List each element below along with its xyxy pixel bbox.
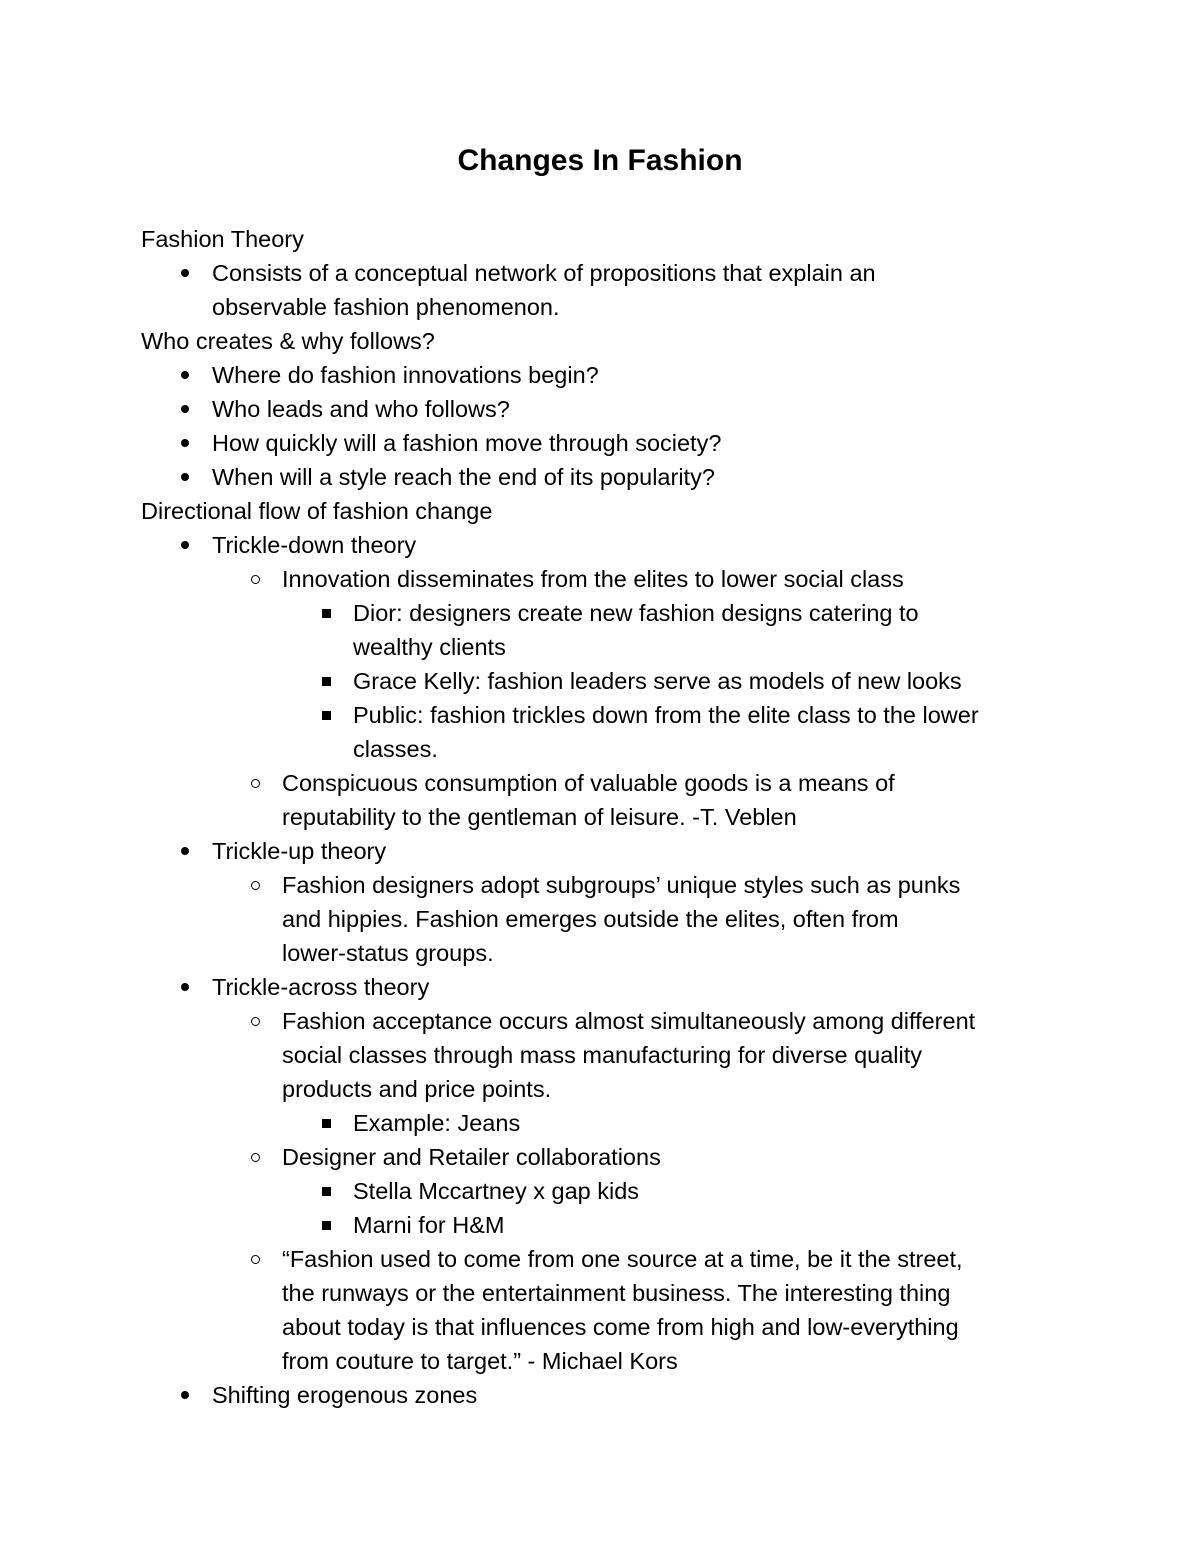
list-item-text: the runways or the entertainment business. The interesting thing [282, 1280, 951, 1306]
list-item-text: Trickle-down theory [212, 532, 417, 558]
list-item [141, 1242, 1041, 1276]
list-item [141, 1140, 1041, 1174]
list-item [141, 460, 1041, 494]
list-item [141, 970, 1041, 1004]
list-item [141, 868, 1041, 902]
list-item [141, 1208, 1041, 1242]
bullet-circle-icon [245, 1140, 265, 1174]
bullet-square-icon [316, 1106, 336, 1140]
list-item-text: Dior: designers create new fashion designs catering to [353, 600, 919, 626]
bullet-dot-icon [175, 358, 195, 392]
list-item-text: Stella Mccartney x gap kids [353, 1178, 640, 1204]
section-heading [141, 494, 1041, 528]
list-item-text: Consists of a conceptual network of propositions that explain an [212, 260, 876, 286]
list-item-text: Where do fashion innovations begin? [212, 362, 599, 388]
list-item [141, 732, 1041, 766]
list-item-text: lower-status groups. [282, 940, 494, 966]
bullet-square-icon [316, 698, 336, 732]
list-item-text: observable fashion phenomenon. [212, 294, 560, 320]
bullet-dot-icon [175, 460, 195, 494]
document-body [141, 222, 1041, 1412]
list-item-text: Shifting erogenous zones [212, 1382, 478, 1408]
bullet-circle-icon [245, 1004, 265, 1038]
list-item [141, 1004, 1041, 1038]
bullet-dot-icon [175, 392, 195, 426]
list-item-text: Designer and Retailer collaborations [282, 1144, 661, 1170]
list-item [141, 1106, 1041, 1140]
list-item [141, 1310, 1041, 1344]
bullet-square-icon [316, 1208, 336, 1242]
list-item [141, 902, 1041, 936]
bullet-dot-icon [175, 528, 195, 562]
list-item-text: Marni for H&M [353, 1212, 505, 1238]
list-item [141, 256, 1041, 290]
list-item [141, 630, 1041, 664]
list-item [141, 358, 1041, 392]
list-item-text: Innovation disseminates from the elites to lower social class [282, 566, 904, 592]
list-item-text: Grace Kelly: fashion leaders serve as models of new looks [353, 668, 962, 694]
list-item [141, 936, 1041, 970]
bullet-circle-icon [245, 868, 265, 902]
bullet-square-icon [316, 596, 336, 630]
list-item-text: classes. [353, 736, 438, 762]
list-item [141, 562, 1041, 596]
list-item [141, 528, 1041, 562]
bullet-circle-icon [245, 766, 265, 800]
bullet-dot-icon [175, 1378, 195, 1412]
bullet-dot-icon [175, 834, 195, 868]
list-item-text: How quickly will a fashion move through society? [212, 430, 722, 456]
list-item-text: Fashion acceptance occurs almost simultaneously among different [282, 1008, 976, 1034]
section-heading [141, 222, 1041, 256]
bullet-dot-icon [175, 970, 195, 1004]
bullet-square-icon [316, 664, 336, 698]
list-item-text: from couture to target.” - Michael Kors [282, 1348, 678, 1374]
bullet-dot-icon [175, 256, 195, 290]
list-item-text: products and price points. [282, 1076, 552, 1102]
document-title: Changes In Fashion [457, 144, 743, 177]
list-item-text: Directional flow of fashion change [141, 498, 493, 524]
bullet-square-icon [316, 1174, 336, 1208]
list-item [141, 1174, 1041, 1208]
list-item [141, 290, 1041, 324]
list-item-text: Fashion Theory [141, 226, 304, 252]
list-item-text: Trickle-up theory [212, 838, 387, 864]
bullet-circle-icon [245, 1242, 265, 1276]
list-item-text: social classes through mass manufacturing for diverse quality [282, 1042, 923, 1068]
list-item-text: wealthy clients [353, 634, 506, 660]
list-item [141, 1344, 1041, 1378]
list-item-text: Conspicuous consumption of valuable goods is a means of [282, 770, 895, 796]
list-item-text: Who leads and who follows? [212, 396, 510, 422]
list-item-text: Trickle-across theory [212, 974, 430, 1000]
bullet-circle-icon [245, 562, 265, 596]
list-item-text: Example: Jeans [353, 1110, 521, 1136]
list-item [141, 800, 1041, 834]
list-item-text: about today is that influences come from high and low-everything [282, 1314, 959, 1340]
list-item-text: Fashion designers adopt subgroups’ unique styles such as punks [282, 872, 961, 898]
bullet-dot-icon [175, 426, 195, 460]
list-item-text: “Fashion used to come from one source at a time, be it the street, [282, 1246, 963, 1272]
list-item [141, 834, 1041, 868]
list-item [141, 596, 1041, 630]
list-item [141, 1378, 1041, 1412]
list-item [141, 426, 1041, 460]
list-item-text: and hippies. Fashion emerges outside the elites, often from [282, 906, 899, 932]
list-item [141, 698, 1041, 732]
list-item [141, 392, 1041, 426]
list-item [141, 664, 1041, 698]
list-item [141, 1038, 1041, 1072]
list-item [141, 766, 1041, 800]
list-item [141, 1072, 1041, 1106]
list-item-text: reputability to the gentleman of leisure. -T. Veblen [282, 804, 797, 830]
list-item-text: Public: fashion trickles down from the elite class to the lower [353, 702, 979, 728]
list-item [141, 1276, 1041, 1310]
section-heading [141, 324, 1041, 358]
list-item-text: When will a style reach the end of its popularity? [212, 464, 715, 490]
list-item-text: Who creates & why follows? [141, 328, 435, 354]
